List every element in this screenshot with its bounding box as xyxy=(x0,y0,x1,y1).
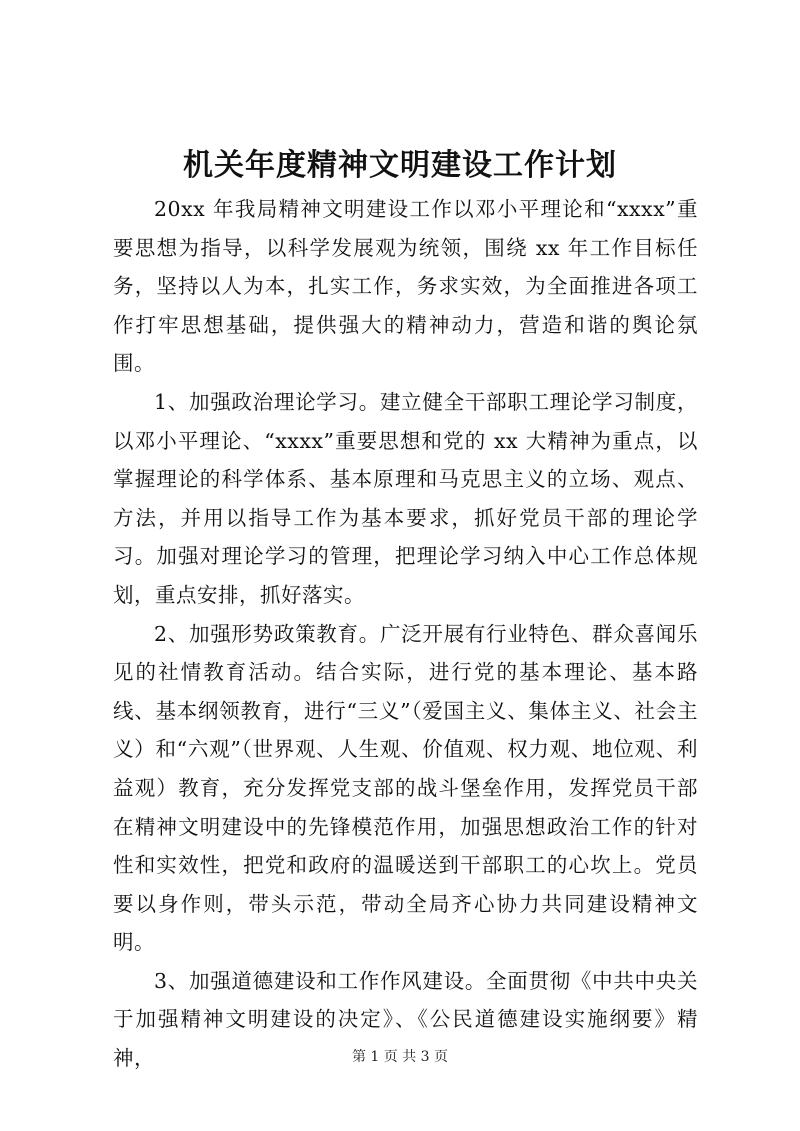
paragraph-1: 1、加强政治理论学习。建立健全干部职工理论学习制度，以邓小平理论、“xxxx”重要思想和党的 xx 大精神为重点，以掌握理论的科学体系、基本原理和马克思主义的立场、观点、方法，并用以指导工作为基本要求，抓好党员干部的理论学习。加强对理论学习的管理，把理论学习纳入中心工作总体规划，重点安排，抓好落实。 xyxy=(113,389,698,607)
document-body xyxy=(113,190,698,1078)
page-footer: 第 1 页 共 3 页 xyxy=(351,1049,449,1065)
paragraph-3: 3、加强道德建设和工作作风建设。全面贯彻《中共中央关于加强精神文明建设的决定》、《公民道德建设实施纲要》精神， xyxy=(113,968,698,1071)
paragraph-intro: 20xx 年我局精神文明建设工作以邓小平理论和“xxxx”重要思想为指导，以科学发展观为统领，围绕 xx 年工作目标任务，坚持以人为本，扎实工作，务求实效，为全面推进各项工作打牢思想基础，提供强大的精神动力，营造和谐的舆论氛围。 xyxy=(113,197,698,376)
paragraph-2: 2、加强形势政策教育。广泛开展有行业特色、群众喜闻乐见的社情教育活动。结合实际，进行党的基本理论、基本路线、基本纲领教育，进行“三义”（爱国主义、集体主义、社会主义）和“六观”（世界观、人生观、价值观、权力观、地位观、利益观）教育，充分发挥党支部的战斗堡垒作用，发挥党员干部在精神文明建设中的先锋模范作用，加强思想政治工作的针对性和实效性，把党和政府的温暖送到干部职工的心坎上。党员要以身作则，带头示范，带动全局齐心协力共同建设精神文明。 xyxy=(113,621,698,955)
document-title: 机关年度精神文明建设工作计划 xyxy=(183,148,617,183)
